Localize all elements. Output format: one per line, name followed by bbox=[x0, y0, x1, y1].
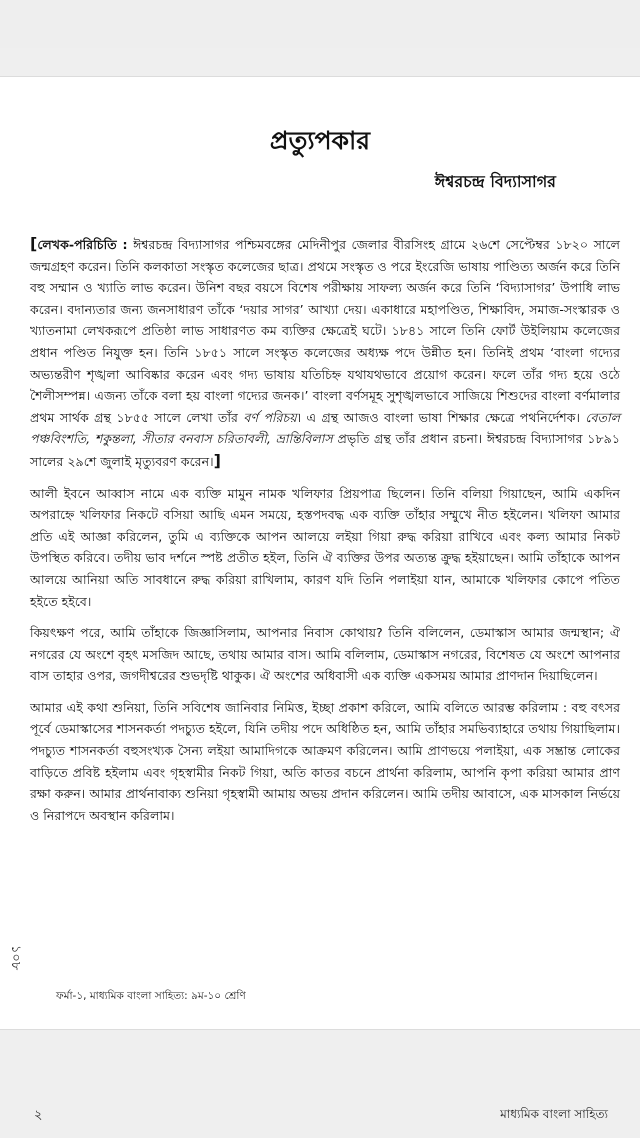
bio-book-title: বর্ণ পরিচয় bbox=[243, 409, 297, 425]
top-strip bbox=[0, 0, 640, 48]
bio-text: ঈশ্বরচন্দ্র বিদ্যাসাগর পশ্চিমবঙ্গের মেদিনীপুর জেলার বীরসিংহ গ্রামে ২৬শে সেপ্টেম্বর ১৮২০ সালে জন্মগ্রহণ করেন। তিনি কলকাতা সংস্কৃত কলেজের ছাত্র। প্রথমে সংস্কৃত ও পরে ইংরেজি ভাষায় পাণ্ডিত্য অর্জন করে তিনি বহু সম্মান ও খ্যাতি লাভ করেন। উনিশ বছর বয়সে বিশেষ পরীক্ষায় সাফল্য অর্জন করে তিনি ‘বিদ্যাসাগর’ উপাধি লাভ করেন। বদান্যতার জন্য জনসাধারণ তাঁকে ‘দয়ার সাগর’ আখ্যা দেয়। একাধারে মহাপণ্ডিত, শিক্ষাবিদ, সমাজ-সংস্কারক ও খ্যাতনামা লেখকরূপে প্রতিষ্ঠা লাভ সাধারণত কম ব্যক্তির ক্ষেত্রেই ঘটে। ১৮৪১ সালে তিনি ফোর্ট উইলিয়াম কলেজের প্রধান পণ্ডিত নিযুক্ত হন। তিনি ১৮৫১ সালে সংস্কৃত কলেজের অধ্যক্ষ পদে উন্নীত হন। তিনিই প্রথম ‘বাংলা গদ্যের অভ্যন্তরীণ শৃঙ্খলা আবিষ্কার করেন এবং গদ্য ভাষায় যতিচিহ্ন যথাযথভাবে প্রয়োগ করেন। ফলে তাঁর গদ্য হয়ে ওঠে শৈলীসম্পন্ন। এজন্য তাঁকে বলা হয় বাংলা গদ্যের জনক।’ বাংলা বর্ণসমূহ সুশৃঙ্খলভাবে সাজিয়ে শিশুদের বাংলা বর্ণমালার প্রথম সার্থক গ্রন্থ ১৮৫৫ সালে লেখা তাঁর bbox=[30, 237, 620, 425]
page-footer: ফর্মা-১, মাধ্যমিক বাংলা সাহিত্য: ৯ম-১০ শ্রেণি bbox=[56, 990, 246, 1002]
bio-works-list: বেতাল পঞ্চবিংশতি, শকুন্তলা, সীতার বনবাস চরিতাবলী, ভ্রান্তিবিলাস bbox=[30, 409, 620, 447]
story-paragraph-2: কিয়ৎক্ষণ পরে, আমি তাঁহাকে জিজ্ঞাসিলাম, আপনার নিবাস কোথায়? তিনি বলিলেন, ডেমাস্কাস আমার জন্মস্থান; ঐ নগরের যে অংশে বৃহৎ মসজিদ আছে, তথায় আমার বাস। আমি বলিলাম, ডেমাস্কাস নগরের, বিশেষত যে অংশে আপনার বাস তাহার ওপর, জগদীশ্বরের শুভদৃষ্টি থাকুক। ঐ অংশের অধিবাসী এক ব্যক্তি একসময় আমার প্রাণদান দিয়াছিলেন। bbox=[30, 625, 620, 684]
page-number: ২ bbox=[34, 1108, 43, 1123]
story-paragraph-3: আমার এই কথা শুনিয়া, তিনি সবিশেষ জানিবার নিমিত্ত, ইচ্ছা প্রকাশ করিলে, আমি বলিতে আরম্ভ করিলাম : বহু বৎসর পূর্বে ডেমাস্কাসের শাসনকর্তা পদচ্যুত হইলে, যিনি তদীয় পদে অধিষ্ঠিত হন, আমি তাঁহার সমভিব্যাহারে তথায় গিয়াছিলাম। পদচ্যুত শাসনকর্তা বহুসংখ্যক সৈন্য লইয়া আমাদিগকে আক্রমণ করিলেন। আমি প্রাণভয়ে পলাইয়া, এক সম্ভ্রান্ত লোকের বাড়িতে প্রবিষ্ট হইলাম এবং গৃহস্বামীর নিকট গিয়া, অতি কাতর বচনে প্রার্থনা করিলাম, আপনি কৃপা করিয়া আমার প্রাণ রক্ষা করুন। আমার প্রার্থনাবাক্য শুনিয়া গৃহস্বামী আমায় অভয় প্রদান করিলেন। আমি তদীয় আবাসে, এক মাসকাল নির্ভয়ে ও নিরাপদে অবস্থান করিলাম। bbox=[30, 699, 620, 823]
author-name: ঈশ্বরচন্দ্র বিদ্যাসাগর bbox=[434, 172, 556, 191]
document-page[interactable] bbox=[0, 76, 640, 1030]
book-title: মাধ্যমিক বাংলা সাহিত্য bbox=[500, 1107, 608, 1121]
bio-text-2: । এ গ্রন্থ আজও বাংলা ভাষা শিক্ষার ক্ষেত্রে পথনির্দেশক। bbox=[296, 409, 586, 425]
bio-label: লেখক-পরিচিতি : bbox=[37, 237, 128, 252]
side-page-number: ১০৮ bbox=[8, 945, 23, 971]
page-title: প্রত্যুপকার bbox=[269, 126, 371, 155]
story-paragraph-1: আলী ইবনে আব্বাস নামে এক ব্যক্তি মামুন নামক খলিফার প্রিয়পাত্র ছিলেন। তিনি বলিয়া গিয়াছেন, আমি একদিন অপরাহ্নে খলিফার নিকটে বসিয়া আছি এমন সময়ে, হস্তপদবদ্ধ এক ব্যক্তি তাঁহার সম্মুখে নীত হইলেন। খলিফা আমার প্রতি এই আজ্ঞা করিলেন, তুমি এ ব্যক্তিকে আপন আলয়ে লইয়া গিয়া রুদ্ধ করিয়া রাখিবে এবং কল্য আমার নিকট উপস্থিত করিবে। তদীয় ভাব দর্শনে স্পষ্ট প্রতীত হইল, তিনি ঐ ব্যক্তির উপর অত্যন্ত ক্রুদ্ধ হইয়াছেন। আমি তাঁহাকে আপন আলয়ে আনিয়া অতি সাবধানে রুদ্ধ করিয়া রাখিলাম, কারণ যদি তিনি পলাইয়া যান, আমাকে খলিফার কোপে পতিত হইতে হইবে। bbox=[30, 485, 620, 609]
bio-close-bracket: ] bbox=[213, 450, 221, 470]
document-body bbox=[30, 233, 620, 836]
bio-open-bracket: [ bbox=[30, 234, 38, 253]
author-bio bbox=[30, 233, 620, 473]
bio-text-3: প্রভৃতি গ্রন্থ তাঁর প্রধান রচনা। ঈশ্বরচন্দ্র বিদ্যাসাগর ১৮৯১ সালের ২৯শে জুলাই মৃত্যুবরণ করেন। bbox=[30, 431, 620, 469]
